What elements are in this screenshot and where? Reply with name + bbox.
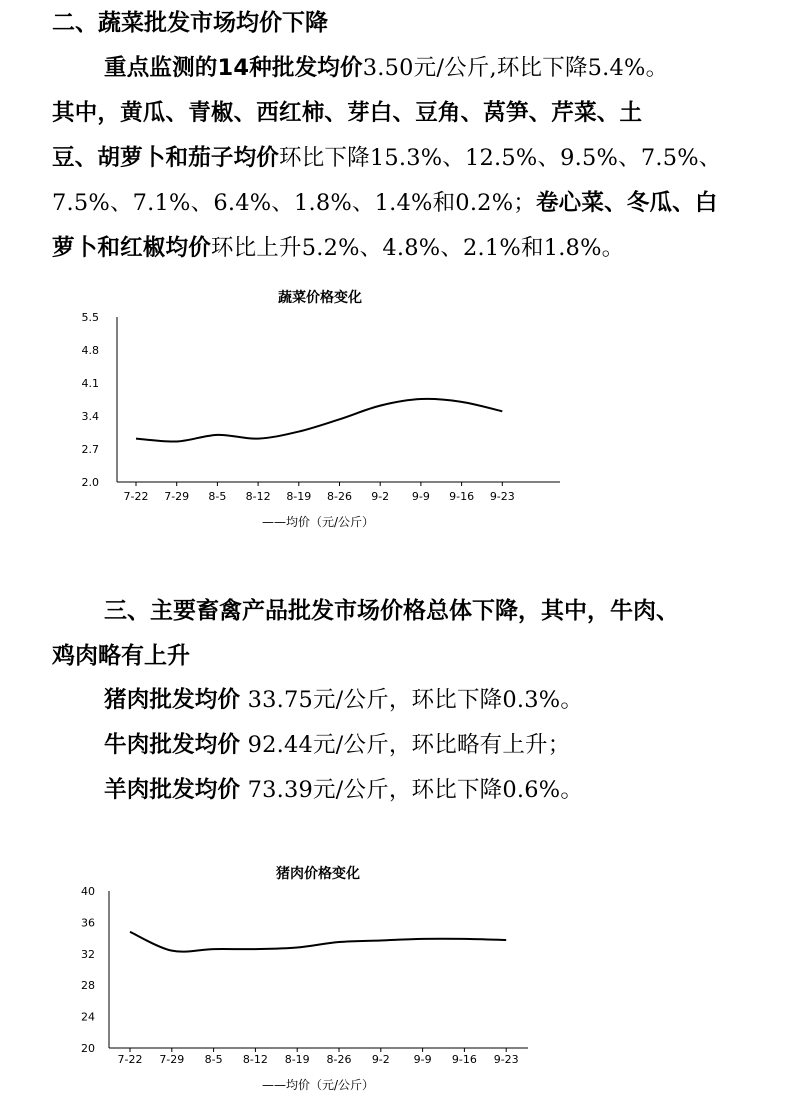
veg-paragraph-line-1 xyxy=(104,50,668,82)
y-tick-label: 32 xyxy=(81,947,95,961)
veg-paragraph-line-5 xyxy=(52,230,624,262)
veg-avg-value: 3.50元/公斤,环比下降5.4%。 xyxy=(362,55,669,81)
x-tick-label: 8-12 xyxy=(245,490,271,503)
y-tick-label: 40 xyxy=(81,885,95,898)
y-tick-label: 4.8 xyxy=(81,344,99,357)
x-tick-label: 9-2 xyxy=(371,1053,390,1066)
pork-value: 33.75元/公斤，环比下降0.3%。 xyxy=(247,687,584,713)
y-tick-label: 36 xyxy=(81,916,95,930)
chart-title: 蔬菜价格变化 xyxy=(278,290,362,306)
section-3-heading-line-2: 鸡肉略有上升 xyxy=(52,643,190,669)
chart-legend: ——均价（元/公斤） xyxy=(262,515,375,529)
veg-avg-label: 重点监测的14种批发均价 xyxy=(104,55,363,81)
beef-label: 牛肉批发均价 xyxy=(104,732,241,758)
y-tick-label: 4.1 xyxy=(81,377,99,390)
veg-paragraph-line-3 xyxy=(52,140,722,172)
beef-price-line xyxy=(104,727,570,759)
beef-value: 92.44元/公斤，环比略有上升； xyxy=(247,732,571,758)
x-tick-label: 7-22 xyxy=(123,490,149,503)
x-tick-label: 9-16 xyxy=(449,490,475,503)
pork-label: 猪肉批发均价 xyxy=(104,687,241,713)
x-tick-label: 8-12 xyxy=(242,1053,268,1066)
x-tick-label: 8-19 xyxy=(284,1053,310,1066)
y-tick-label: 24 xyxy=(81,1010,95,1024)
veg-decline-rates-cont: 7.5%、7.1%、6.4%、1.8%、1.4%和0.2%； xyxy=(52,190,536,216)
x-tick-label: 9-16 xyxy=(451,1053,477,1066)
x-tick-label: 8-5 xyxy=(208,490,227,503)
x-tick-label: 8-19 xyxy=(286,490,312,503)
veg-rise-items: 卷心菜、冬瓜、白 xyxy=(535,190,718,216)
veg-paragraph-line-2: 其中，黄瓜、青椒、西红柿、芽白、豆角、莴笋、芹菜、土 xyxy=(52,100,643,126)
mutton-label: 羊肉批发均价 xyxy=(104,777,241,803)
x-tick-label: 8-26 xyxy=(327,490,352,503)
x-tick-label: 9-23 xyxy=(489,490,515,503)
y-tick-label: 5.5 xyxy=(81,311,99,324)
y-tick-label: 28 xyxy=(81,979,95,993)
section-3-heading-line-1: 三、主要畜禽产品批发市场价格总体下降，其中，牛肉、 xyxy=(104,598,679,624)
x-tick-label: 7-29 xyxy=(159,1053,185,1066)
x-tick-label: 8-26 xyxy=(326,1053,352,1066)
y-tick-label: 2.0 xyxy=(81,476,99,489)
veg-paragraph-line-4 xyxy=(52,185,718,217)
veg-decline-items: 豆、胡萝卜和茄子均价 xyxy=(52,145,280,171)
veg-rise-rates: 环比上升5.2%、4.8%、2.1%和1.8%。 xyxy=(210,235,625,261)
x-tick-label: 9-23 xyxy=(493,1053,519,1066)
veg-rise-items-cont: 萝卜和红椒均价 xyxy=(52,235,211,261)
x-tick-label: 7-22 xyxy=(117,1053,143,1066)
section-2-heading: 二、蔬菜批发市场均价下降 xyxy=(52,10,328,36)
vegetable-price-chart xyxy=(0,280,798,540)
y-tick-label: 3.4 xyxy=(81,410,99,423)
chart-title: 猪肉价格变化 xyxy=(276,866,360,882)
veg-decline-rates: 环比下降15.3%、12.5%、9.5%、7.5%、 xyxy=(279,145,722,171)
mutton-value: 73.39元/公斤，环比下降0.6%。 xyxy=(247,777,584,803)
series-line xyxy=(136,399,502,442)
x-tick-label: 9-9 xyxy=(413,1053,432,1066)
y-tick-label: 20 xyxy=(81,1042,95,1055)
x-tick-label: 9-9 xyxy=(411,490,430,503)
pork-price-line xyxy=(104,682,583,714)
series-line xyxy=(130,932,506,952)
x-tick-label: 8-5 xyxy=(204,1053,223,1066)
y-tick-label: 2.7 xyxy=(81,443,99,456)
pork-price-chart xyxy=(0,860,798,1096)
x-tick-label: 7-29 xyxy=(164,490,190,503)
chart-legend: ——均价（元/公斤） xyxy=(262,1078,375,1092)
x-tick-label: 9-2 xyxy=(371,490,390,503)
mutton-price-line xyxy=(104,772,583,804)
